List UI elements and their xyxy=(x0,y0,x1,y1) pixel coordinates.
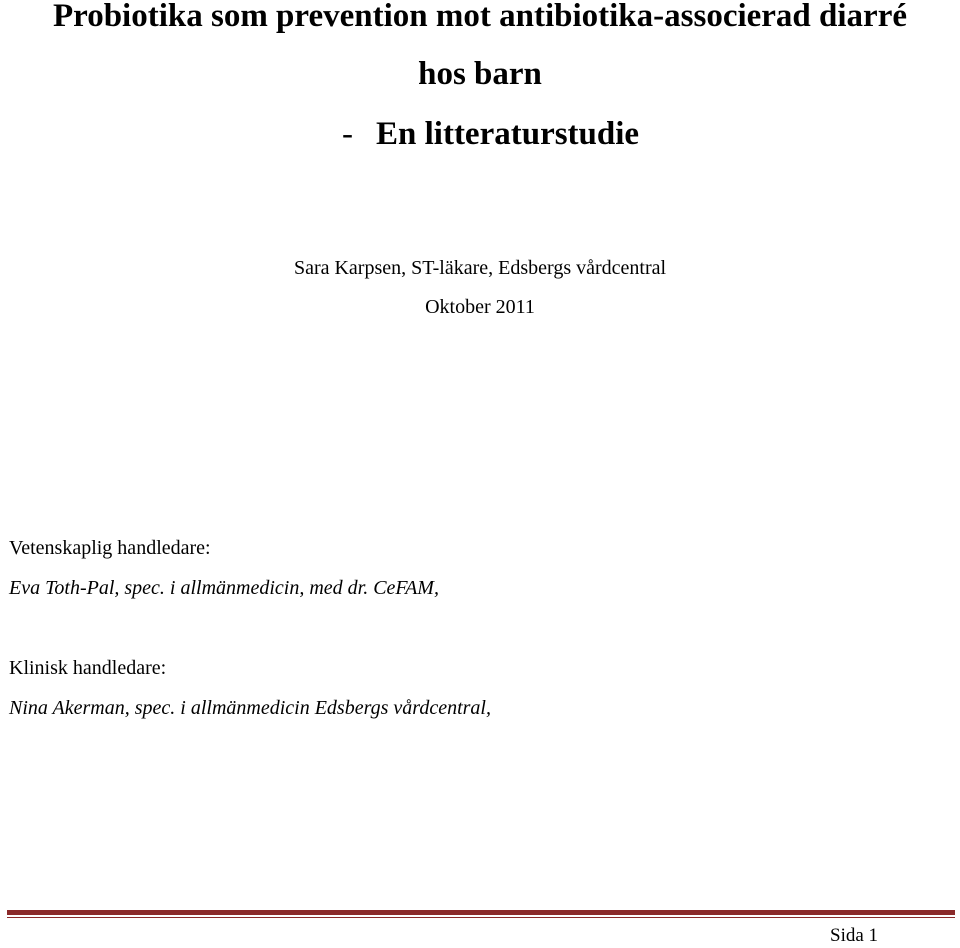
scientific-supervisor-name: Eva Toth-Pal, spec. i allmänmedicin, med dr. CeFAM, xyxy=(9,577,439,599)
clinical-supervisor-name: Nina Akerman, spec. i allmänmedicin Edsbergs vårdcentral, xyxy=(9,697,491,719)
subtitle-text: En litteraturstudie xyxy=(376,116,640,152)
document-date: Oktober 2011 xyxy=(425,296,535,318)
page-number: Sida 1 xyxy=(830,925,879,946)
document-subtitle xyxy=(342,114,639,154)
subtitle-dash: - xyxy=(342,116,353,152)
footer-rule-thin xyxy=(7,917,955,918)
document-title-continued: hos barn xyxy=(418,56,542,92)
document-title: Probiotika som prevention mot antibiotika-associerad diarré xyxy=(52,0,907,34)
scientific-supervisor-label: Vetenskaplig handledare: xyxy=(9,537,211,559)
author-line: Sara Karpsen, ST-läkare, Edsbergs vårdcentral xyxy=(293,257,667,279)
clinical-supervisor-label: Klinisk handledare: xyxy=(9,657,167,679)
footer-rule xyxy=(7,910,955,915)
